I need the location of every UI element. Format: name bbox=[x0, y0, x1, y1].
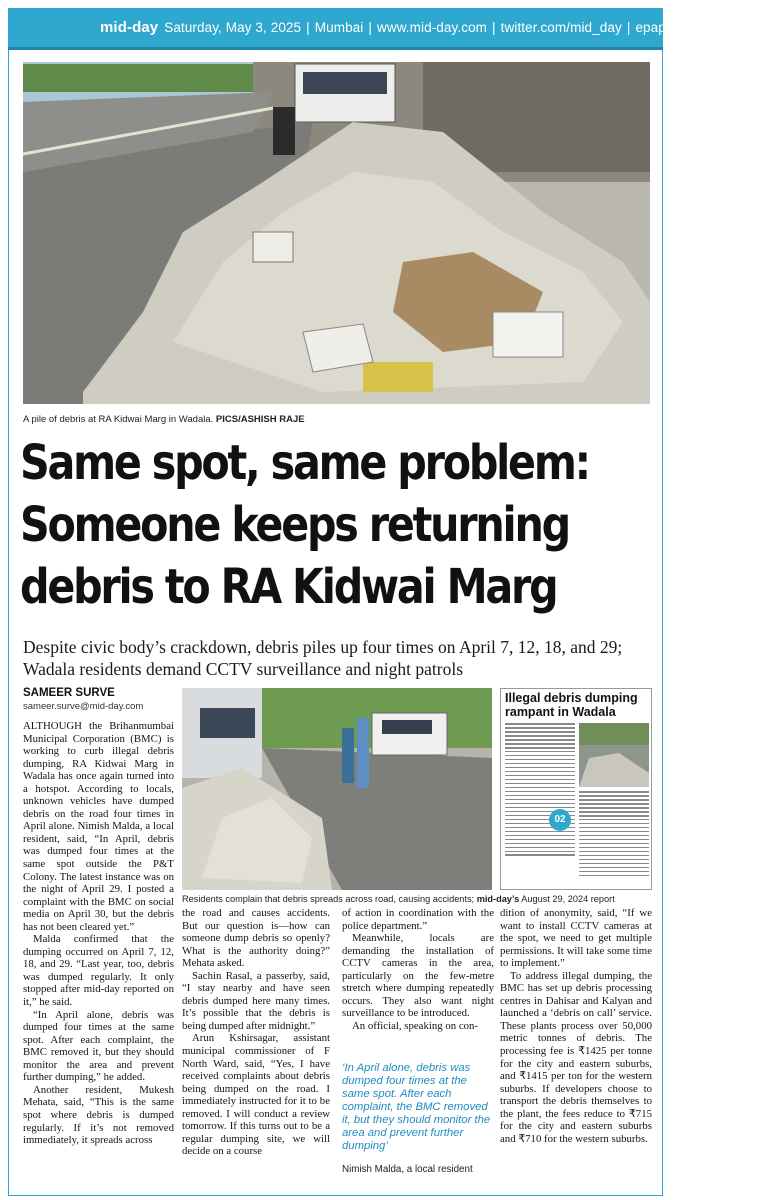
report-photo bbox=[579, 723, 649, 787]
paragraph: Another resident, Mukesh Mehata, said, “This is the same spot where debris is dumped regularly. If it’s not removed immediately, it spreads across bbox=[23, 1083, 174, 1147]
byline-author: SAMEER SURVE bbox=[23, 687, 115, 699]
photo2-caption-source: mid-day’s bbox=[476, 894, 520, 904]
pull-quote-source: Nimish Malda, a local resident bbox=[342, 1164, 473, 1175]
paragraph: An official, speaking on con- bbox=[352, 1019, 479, 1032]
headline bbox=[20, 432, 589, 618]
article-column-1 bbox=[23, 720, 174, 1147]
masthead-separator: | bbox=[626, 20, 631, 35]
masthead-date: Saturday, May 3, 2025 bbox=[164, 20, 302, 35]
byline-email[interactable]: sameer.surve@mid-day.com bbox=[23, 701, 144, 712]
report-text-lines bbox=[505, 723, 575, 858]
paragraph: ALTHOUGH the Brihanmumbai Municipal Corporation (BMC) is working to curb illegal debris dumping, RA Kidwai Marg in Wadala has once again turned into a hotspot. According to locals, unknown vehicles have dumped debris on the road four times in April alone. Nimish Malda, a local resident, said, “In April, debris was dumped four times at the same spot outside the P&T Colony. The latest instance was on the night of April 29. I posted a complaint with the BMC on social media on April 30, but the debris has not been cleared yet.” bbox=[23, 720, 174, 933]
debris-photo-main-image bbox=[23, 62, 650, 404]
article-column-4 bbox=[500, 907, 652, 1145]
masthead-website[interactable]: www.mid-day.com bbox=[377, 20, 488, 35]
paragraph: Sachin Rasal, a passerby, said, “I stay nearby and have seen debris dumped here many times. It’s possible that the debris is being dumped after midnight.” bbox=[182, 969, 330, 1032]
report-badge: 02 bbox=[549, 809, 571, 831]
masthead-brand: mid-day bbox=[100, 19, 159, 36]
previous-report-clipping bbox=[500, 688, 652, 890]
debris-photo-residents bbox=[182, 688, 492, 890]
masthead-separator: | bbox=[492, 20, 496, 35]
headline-line-1: Same spot, same problem: bbox=[20, 435, 589, 491]
paragraph: “In April alone, debris was dumped four times at the same spot. After each complaint, the BMC removed it, but they should monitor the area and prevent further dumping,” he added. bbox=[23, 1008, 174, 1084]
report-text-lines-right bbox=[579, 791, 649, 879]
article-column-2 bbox=[182, 907, 330, 1158]
photo-caption-residents bbox=[182, 894, 652, 904]
masthead-bar bbox=[8, 8, 759, 50]
pull-quote: ‘In April alone, debris was dumped four times at the same spot. After each complaint, the BMC removed it, but they should monitor the area and prevent further dumping’ bbox=[342, 1062, 491, 1152]
masthead-twitter[interactable]: twitter.com/mid_day bbox=[500, 20, 622, 35]
paragraph: Arun Kshirsagar, assistant municipal commissioner of F North Ward, said, “Yes, I have received complaints about debris being dumped on the road. I immediately instructed for it to be removed. I will conduct a review tomorrow. If this turns out to be a regular dumping site, we will decide on a course bbox=[182, 1032, 330, 1158]
photo-credit: PICS/ASHISH RAJE bbox=[215, 414, 305, 425]
masthead-separator: | bbox=[306, 20, 310, 35]
article-column-3 bbox=[342, 907, 494, 1032]
debris-photo-residents-image bbox=[182, 688, 492, 890]
masthead-epaper[interactable]: epaper.mid-day.com bbox=[635, 20, 759, 35]
paragraph: of action in coordination with the police department.” bbox=[342, 907, 494, 932]
subheadline: Despite civic body’s crackdown, debris piles up four times on April 7, 12, 18, and 29; Wadala residents demand CCTV surveillance and night patrols bbox=[23, 637, 623, 679]
masthead-city: Mumbai bbox=[314, 20, 364, 35]
headline-line-3: debris to RA Kidwai Marg bbox=[20, 559, 557, 615]
photo-caption-text: A pile of debris at RA Kidwai Marg in Wadala. bbox=[23, 414, 214, 425]
masthead-separator: | bbox=[368, 20, 372, 35]
photo2-caption-text: Residents complain that debris spreads across road, causing accidents; bbox=[182, 894, 475, 904]
photo-caption-main bbox=[23, 414, 305, 425]
report-title: Illegal debris dumping rampant in Wadala bbox=[505, 691, 638, 719]
paragraph: dition of anonymity, said, “If we want to install CCTV cameras at the spot, we need to get multiple permissions. It will take some time to implement.” bbox=[500, 907, 652, 970]
headline-line-2: Someone keeps returning bbox=[20, 497, 569, 553]
debris-photo-main bbox=[23, 62, 650, 404]
photo2-caption-tail: August 29, 2024 report bbox=[521, 894, 615, 904]
paragraph: Meanwhile, locals are demanding the installation of CCTV cameras in the area, particularly on the few-metre stretch where dumping repeatedly occurs. They also want night surveillance to be introduced. bbox=[342, 932, 494, 1020]
paragraph: Malda confirmed that the dumping occurred on April 7, 12, 18, and 29. “Last year, too, debris was dumped regularly. It only stopped after mid-day reported on it,” he said. bbox=[23, 933, 174, 1009]
paragraph: the road and causes accidents. But our question is—how can someone dump debris so openly? What is the authority doing?” Mehata asked. bbox=[182, 907, 330, 970]
paragraph: To address illegal dumping, the BMC has set up debris processing centres in Dahisar and Kalyan and launched a ‘debris on call’ service. These plants process over 50,000 metric tonnes of debris. The processing fee is ₹1425 per tonne for the city and eastern suburbs, and ₹1415 per ton for the western suburbs. If developers choose to transport the debris themselves to the plant, the fees reduce to ₹715 for the city and eastern suburbs and ₹710 for the western suburbs. bbox=[500, 969, 652, 1145]
